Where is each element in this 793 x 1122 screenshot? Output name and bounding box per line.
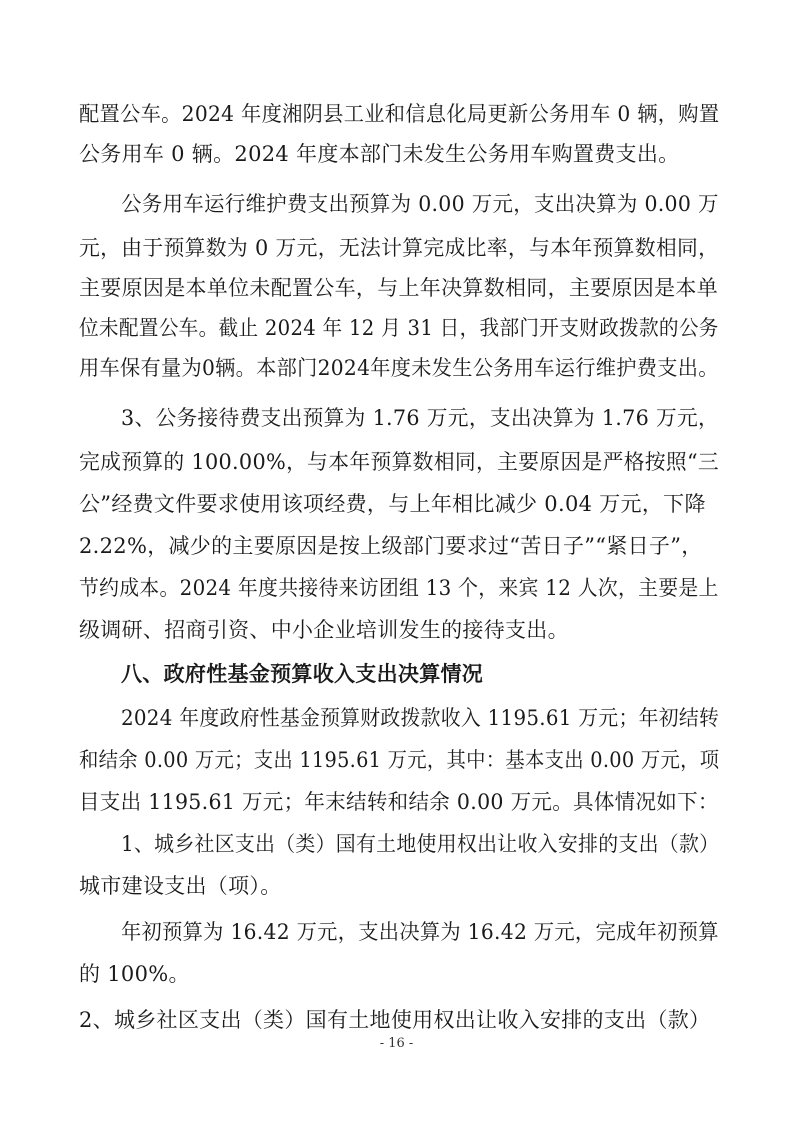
paragraph-line: 级调研、招商引资、中小企业培训发生的接待支出。 (79, 618, 569, 642)
paragraph-line: 公”经费文件要求使用该项经费，与上年相比减少 0.04 万元，下降 (79, 492, 706, 516)
paragraph-line: 用车保有量为0辆。本部门2024年度未发生公务用车运行维护费支出。 (79, 356, 719, 380)
paragraph-line: 目支出 1195.61 万元；年末结转和结余 0.00 万元。具体情况如下： (79, 790, 719, 814)
paragraph-line: 公务用车 0 辆。2024 年度本部门未发生公务用车购置费支出。 (79, 142, 680, 166)
paragraph-line: 和结余 0.00 万元；支出 1195.61 万元，其中：基本支出 0.00 万元，项 (79, 748, 720, 772)
section-heading: 八、政府性基金预算收入支出决算情况 (121, 662, 484, 686)
paragraph-line: 1、城乡社区支出（类）国有土地使用权出让收入安排的支出（款） (121, 832, 720, 856)
paragraph-line: 配置公车。2024 年度湘阴县工业和信息化局更新公务用车 0 辆，购置 (79, 102, 720, 126)
paragraph-line: 节约成本。2024 年度共接待来访团组 13 个，来宾 12 人次，主要是上 (79, 576, 719, 600)
paragraph-line: 年初预算为 16.42 万元，支出决算为 16.42 万元，完成年初预算 (121, 920, 719, 944)
page-number: - 16 - (379, 1036, 414, 1051)
paragraph-line: 元，由于预算数为 0 万元，无法计算完成比率，与本年预算数相同， (79, 236, 720, 260)
paragraph-line: 2024 年度政府性基金预算财政拨款收入 1195.61 万元；年初结转 (121, 706, 720, 730)
paragraph-line: 2.22%，减少的主要原因是按上级部门要求过“苦日子”“紧日子”， (79, 534, 703, 558)
paragraph-line: 的 100%。 (79, 962, 190, 986)
paragraph-line: 完成预算的 100.00%，与本年预算数相同，主要原因是严格按照“三 (79, 450, 720, 474)
paragraph-line: 位未配置公车。截止 2024 年 12 月 31 日，我部门开支财政拨款的公务 (79, 316, 719, 340)
paragraph-line: 3、公务接待费支出预算为 1.76 万元，支出决算为 1.76 万元， (121, 406, 720, 430)
paragraph-line: 公务用车运行维护费支出预算为 0.00 万元，支出决算为 0.00 万 (121, 192, 719, 216)
paragraph-line: 2、城乡社区支出（类）国有土地使用权出让收入安排的支出（款） (79, 1008, 711, 1032)
paragraph-line: 城市建设支出（项）。 (79, 874, 282, 898)
paragraph-line: 主要原因是本单位未配置公车，与上年决算数相同，主要原因是本单 (79, 276, 718, 300)
